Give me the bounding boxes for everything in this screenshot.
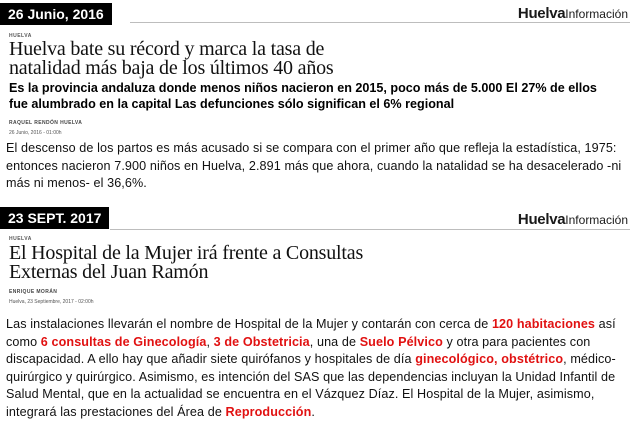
body-text-segment: , una de xyxy=(309,334,360,349)
headline-line-2: Externas del Juan Ramón xyxy=(9,261,209,283)
dateline: 26 Junio, 2016 - 01:00h xyxy=(9,130,62,136)
article-body xyxy=(6,316,634,421)
body-text-segment: Las instalaciones llevarán el nombre de Hospital de la Mujer y contarán con cerca de xyxy=(6,317,492,331)
date-badge-article-1: 26 Junio, 2016 xyxy=(0,3,112,25)
highlight-reproduction: Reproducción xyxy=(225,404,312,419)
dateline: Huelva, 23 Septiembre, 2017 - 02:00h xyxy=(9,299,94,305)
highlight-rooms: 120 habitaciones xyxy=(491,317,596,331)
masthead-sub: Información xyxy=(565,213,628,227)
section-tag: HUELVA xyxy=(9,236,32,242)
article-body: El descenso de los partos es más acusado si se compara con el primer año que refleja la estadística, 1975: entonces nacieron 7.900 niños en Huelva, 2.891 más que ahora, cuando la natalidad se ha desacelerado -ni más ni menos- el 36,6%. xyxy=(6,141,622,190)
masthead-logo xyxy=(518,5,628,23)
body-text-segment: . xyxy=(311,404,316,419)
byline: ENRIQUE MORÁN xyxy=(9,289,58,295)
byline: RAQUEL RENDÓN HUELVA xyxy=(9,120,83,126)
highlight-pelvic-floor: Suelo Pélvico xyxy=(359,334,443,349)
body-text-segment: así como xyxy=(6,317,616,349)
masthead-brand: Huelva xyxy=(517,211,566,228)
masthead-sub: Información xyxy=(565,7,628,21)
body-text-segment: , médico-quirúrgico y quirúrgico. Asimismo, es intención del SAS que las dependencias incluyan la Unidad Infantil de Salud Mental, que en la actualidad se encuentra en el Vázquez Díaz. El Hospital de la Mujer, asimismo, integrará las prestaciones del Área de xyxy=(6,352,616,419)
section-tag: HUELVA xyxy=(9,33,32,39)
body-text-segment: , xyxy=(206,334,214,349)
date-badge-article-2: 23 SEPT. 2017 xyxy=(0,207,109,229)
highlight-day-hospitals: ginecológico, obstétrico xyxy=(415,352,564,366)
headline xyxy=(9,40,334,78)
headline-line-1: Huelva bate su récord y marca la tasa de xyxy=(9,38,325,60)
masthead-divider xyxy=(130,22,630,23)
subheadline: Es la provincia andaluza donde menos niños nacieron en 2015, poco más de 5.000 El 27% de ellos fue alumbrado en la capital Las defunciones sólo significan el 6% regional xyxy=(9,81,597,111)
masthead-divider xyxy=(110,229,630,230)
highlight-obstetrics: 3 de Obstetricia xyxy=(213,334,310,349)
headline-line-2: natalidad más baja de los últimos 40 años xyxy=(9,57,334,79)
masthead-logo xyxy=(518,211,628,229)
headline-line-1: El Hospital de la Mujer irá frente a Consultas xyxy=(9,242,364,264)
body-text-segment: y otra para pacientes con discapacidad. A ello hay que añadir siete quirófanos y hospitales de día xyxy=(6,334,591,366)
masthead-brand: Huelva xyxy=(517,5,566,22)
headline xyxy=(9,244,363,282)
highlight-gynecology: 6 consultas de Ginecología xyxy=(40,334,207,349)
